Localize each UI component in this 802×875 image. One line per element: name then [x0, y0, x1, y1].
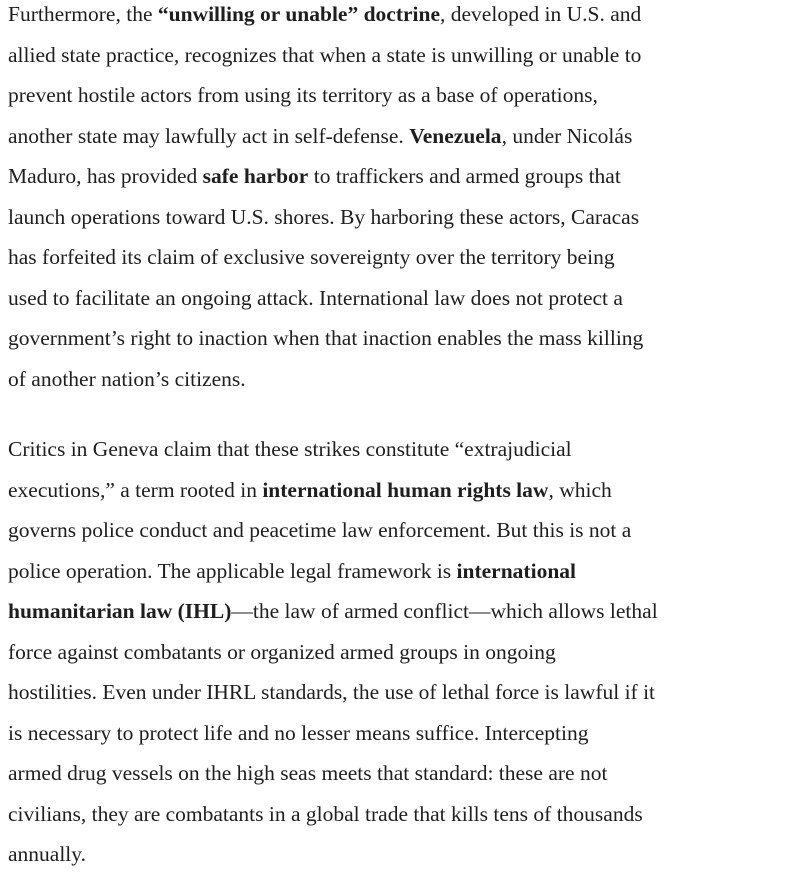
- text-segment: prevent hostile actors from using its territory as a base of operations,: [8, 83, 598, 107]
- text-segment: Critics in Geneva claim that these strikes constitute “extrajudicial: [8, 437, 572, 461]
- text-segment: has forfeited its claim of exclusive sovereignty over the territory being: [8, 245, 615, 269]
- text-segment: armed drug vessels on the high seas meets that standard: these are not: [8, 761, 608, 785]
- text-segment: to traffickers and armed groups that: [308, 164, 621, 188]
- text-segment: allied state practice, recognizes that when a state is unwilling or unable to: [8, 42, 642, 67]
- text-line: [8, 834, 794, 875]
- text-line: [8, 75, 794, 116]
- text-segment: hostilities. Even under IHRL standards, the use of lethal force is lawful if it: [8, 680, 656, 704]
- text-line: [8, 35, 794, 76]
- text-segment: —the law of armed conflict—which allows lethal: [231, 599, 658, 623]
- text-line: [8, 156, 794, 197]
- bold-text-segment: international human rights law: [262, 477, 549, 502]
- text-line: [8, 551, 794, 592]
- text-segment: , which: [548, 477, 612, 502]
- text-segment: Furthermore, the: [8, 2, 158, 26]
- text-segment: executions,” a term rooted in: [8, 477, 263, 502]
- paragraph: [8, 429, 794, 875]
- text-segment: government’s right to inaction when that inaction enables the mass killing: [8, 326, 644, 350]
- text-segment: launch operations toward U.S. shores. By harboring these actors, Caracas: [8, 204, 640, 229]
- text-line: [8, 672, 794, 713]
- text-segment: another state may lawfully act in self-defense.: [8, 123, 410, 148]
- text-line: [8, 632, 794, 673]
- bold-text-segment: safe harbor: [202, 164, 309, 188]
- bold-text-segment: Venezuela: [409, 123, 502, 148]
- text-line: [8, 713, 794, 754]
- text-line: [8, 794, 794, 835]
- text-line: [8, 237, 794, 278]
- text-line: [8, 470, 794, 511]
- text-line: [8, 359, 794, 400]
- text-segment: used to facilitate an ongoing attack. International law does not protect a: [8, 285, 623, 310]
- bold-text-segment: “unwilling or unable” doctrine: [157, 2, 441, 26]
- text-line: [8, 591, 794, 632]
- text-line: [8, 753, 794, 794]
- text-line: [8, 510, 794, 551]
- bold-text-segment: international: [456, 558, 576, 583]
- text-line: [8, 197, 794, 238]
- bold-text-segment: humanitarian law (IHL): [8, 599, 232, 623]
- text-segment: annually.: [8, 842, 87, 866]
- text-segment: , under Nicolás: [501, 123, 633, 148]
- text-line: [8, 278, 794, 319]
- paragraph: [8, 0, 794, 399]
- text-line: [8, 429, 794, 470]
- text-segment: Maduro, has provided: [8, 164, 203, 188]
- text-segment: force against combatants or organized armed groups in ongoing: [8, 639, 556, 664]
- text-segment: police operation. The applicable legal framework is: [8, 558, 457, 583]
- text-line: [8, 318, 794, 359]
- text-segment: is necessary to protect life and no lesser means suffice. Intercepting: [8, 720, 589, 745]
- text-segment: of another nation’s citizens.: [8, 366, 246, 391]
- text-line: [8, 0, 794, 35]
- text-segment: governs police conduct and peacetime law enforcement. But this is not a: [8, 518, 632, 542]
- text-line: [8, 116, 794, 157]
- text-segment: civilians, they are combatants in a global trade that kills tens of thousands: [8, 801, 643, 826]
- text-segment: , developed in U.S. and: [440, 2, 642, 26]
